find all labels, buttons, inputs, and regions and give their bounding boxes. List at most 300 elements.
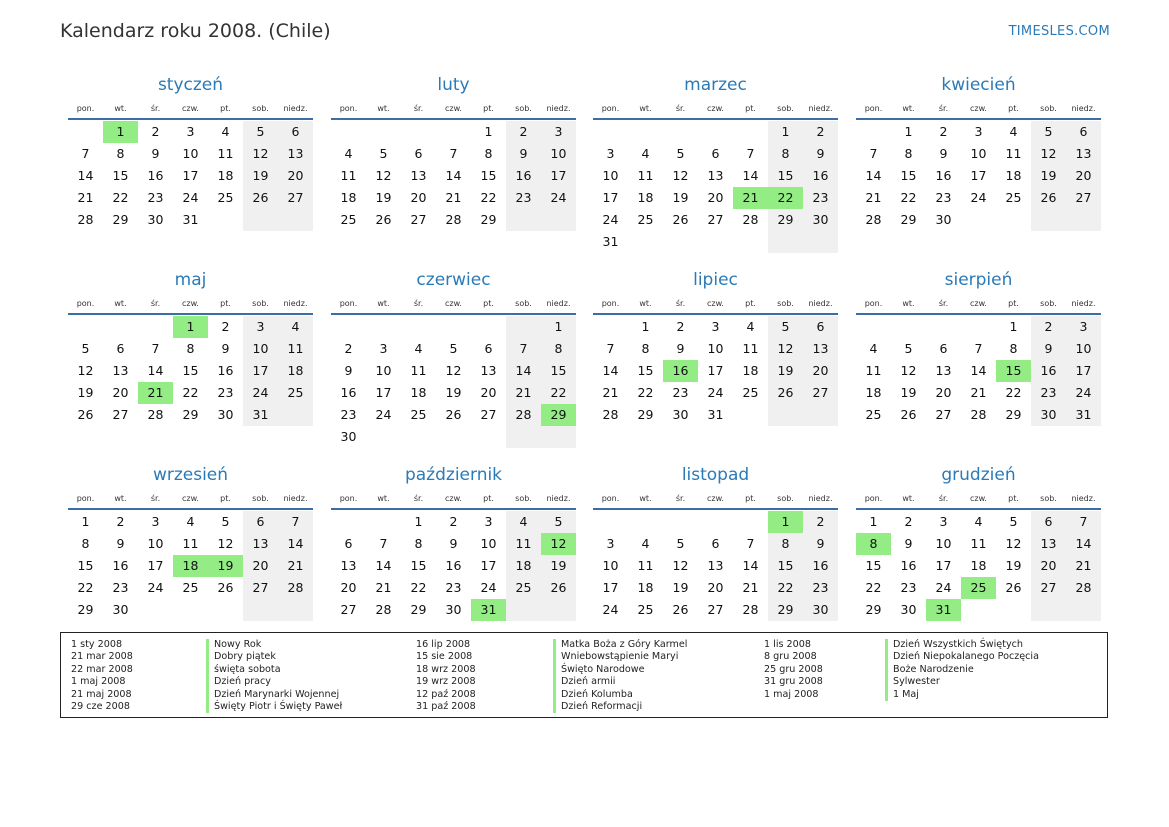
day-cell: 2 [344, 341, 353, 356]
day-cell: 4 [278, 316, 313, 338]
weekday-label: sob. [515, 494, 532, 503]
day-cell: 2 [676, 319, 685, 334]
day-cell: 5 [1009, 514, 1018, 529]
day-cell: 15 [768, 165, 803, 187]
day-cell: 13 [1031, 533, 1066, 555]
day-cell: 11 [637, 558, 654, 573]
legend-date: 25 gru 2008 [764, 663, 823, 675]
day-cell: 29 [182, 407, 199, 422]
day-cell: 9 [506, 143, 541, 165]
weekday-label: śr. [413, 104, 424, 113]
month-block [856, 265, 1101, 426]
weekday-label: czw. [182, 104, 199, 113]
day-cell: 4 [869, 341, 878, 356]
day-cell: 16 [803, 165, 838, 187]
day-cell: 29 [865, 602, 882, 617]
weekday-label: pt. [220, 104, 231, 113]
day-cell: 22 [768, 577, 803, 599]
day-cell: 6 [116, 341, 125, 356]
empty-day-cell [663, 121, 698, 143]
weekday-label: pon. [864, 494, 883, 503]
day-cell: 2 [939, 124, 948, 139]
holiday-day-cell: 12 [541, 533, 576, 555]
day-cell: 9 [449, 536, 458, 551]
weekday-label: niedz. [808, 104, 833, 113]
holiday-day-cell: 1 [768, 511, 803, 533]
day-cell: 30 [340, 429, 357, 444]
day-cell: 9 [1031, 338, 1066, 360]
day-cell: 27 [410, 212, 427, 227]
day-cell: 3 [606, 146, 615, 161]
day-cell: 17 [182, 168, 199, 183]
day-cell: 24 [707, 385, 724, 400]
empty-day-cell [401, 121, 436, 143]
day-cell: 8 [1009, 341, 1018, 356]
day-cell: 4 [641, 146, 650, 161]
legend-holiday-name: Dzień armii [561, 676, 616, 688]
day-cell: 17 [243, 360, 278, 382]
weekday-label: czw. [970, 299, 987, 308]
day-cell: 6 [414, 146, 423, 161]
legend-date: 31 paź 2008 [416, 701, 476, 713]
weekday-label: pt. [483, 494, 494, 503]
day-cell: 19 [900, 385, 917, 400]
weekday-label: pt. [483, 299, 494, 308]
day-cell: 31 [243, 404, 278, 426]
day-cell: 5 [243, 121, 278, 143]
month-block [331, 265, 576, 448]
day-cell: 26 [243, 187, 278, 209]
month-block [593, 70, 838, 253]
weekday-label: czw. [182, 299, 199, 308]
day-cell: 30 [900, 602, 917, 617]
empty-day-cell [593, 511, 628, 533]
day-cell: 21 [865, 190, 882, 205]
day-cell: 11 [182, 536, 199, 551]
day-cell: 28 [77, 212, 94, 227]
day-cell: 22 [112, 190, 129, 205]
day-cell: 24 [602, 212, 619, 227]
empty-day-cell [698, 511, 733, 533]
day-cell: 6 [278, 121, 313, 143]
day-cell: 8 [641, 341, 650, 356]
day-cell: 30 [445, 602, 462, 617]
day-cell: 20 [278, 165, 313, 187]
weekday-label: pt. [1008, 299, 1019, 308]
day-cell: 25 [637, 212, 654, 227]
day-cell: 10 [602, 558, 619, 573]
month-block [856, 460, 1101, 621]
empty-day-cell [996, 209, 1031, 231]
empty-day-cell [856, 121, 891, 143]
day-cell: 9 [116, 536, 125, 551]
day-cell: 19 [77, 385, 94, 400]
day-cell: 23 [900, 580, 917, 595]
weekday-label: pon. [339, 494, 358, 503]
weekday-label: pt. [220, 494, 231, 503]
day-cell: 29 [112, 212, 129, 227]
empty-day-cell [1031, 209, 1066, 231]
day-cell: 7 [151, 341, 160, 356]
weekday-header [593, 490, 838, 510]
empty-day-cell [401, 426, 436, 448]
weekday-label: pon. [339, 104, 358, 113]
empty-day-cell [436, 316, 471, 338]
day-cell: 31 [602, 234, 619, 249]
day-cell: 28 [506, 404, 541, 426]
empty-day-cell [331, 316, 366, 338]
weekday-label: wt. [902, 494, 915, 503]
day-cell: 28 [970, 407, 987, 422]
day-cell: 19 [672, 190, 689, 205]
day-cell: 28 [742, 212, 759, 227]
day-cell: 13 [707, 168, 724, 183]
day-cell: 25 [865, 407, 882, 422]
day-cell: 18 [742, 363, 759, 378]
day-cell: 4 [186, 514, 195, 529]
weekday-label: sob. [1040, 299, 1057, 308]
day-cell: 19 [541, 555, 576, 577]
day-cell: 4 [974, 514, 983, 529]
day-cell: 25 [340, 212, 357, 227]
legend-holiday-name: Święty Piotr i Święty Paweł [214, 701, 343, 713]
day-cell: 17 [970, 168, 987, 183]
day-cell: 16 [217, 363, 234, 378]
day-cell: 1 [641, 319, 650, 334]
day-cell: 18 [637, 190, 654, 205]
day-cell: 15 [900, 168, 917, 183]
weekday-label: czw. [182, 494, 199, 503]
day-cell: 10 [375, 363, 392, 378]
day-cell: 24 [602, 602, 619, 617]
empty-day-cell [768, 404, 803, 426]
day-cell: 16 [803, 555, 838, 577]
weekday-label: niedz. [1071, 494, 1096, 503]
holiday-day-cell: 22 [768, 187, 803, 209]
day-cell: 27 [278, 187, 313, 209]
weekday-label: czw. [970, 494, 987, 503]
day-cell: 24 [541, 187, 576, 209]
day-cell: 9 [151, 146, 160, 161]
day-cell: 7 [506, 338, 541, 360]
day-cell: 30 [147, 212, 164, 227]
day-cell: 1 [869, 514, 878, 529]
day-grid [331, 315, 576, 448]
weekday-label: pon. [76, 494, 95, 503]
weekday-label: wt. [639, 104, 652, 113]
day-cell: 18 [1005, 168, 1022, 183]
day-cell: 27 [112, 407, 129, 422]
day-cell: 11 [506, 533, 541, 555]
weekday-label: pon. [864, 299, 883, 308]
day-cell: 25 [182, 580, 199, 595]
weekday-label: czw. [707, 299, 724, 308]
legend-holiday-name: Sylwester [893, 676, 940, 688]
holiday-day-cell: 8 [856, 533, 891, 555]
empty-day-cell [1031, 599, 1066, 621]
weekday-label: sob. [252, 104, 269, 113]
day-cell: 14 [865, 168, 882, 183]
day-cell: 15 [410, 558, 427, 573]
day-cell: 10 [182, 146, 199, 161]
empty-day-cell [208, 209, 243, 231]
empty-day-cell [803, 231, 838, 253]
day-cell: 26 [1031, 187, 1066, 209]
legend-holiday-name: Dzień Wszystkich Świętych [893, 639, 1024, 650]
day-cell: 10 [602, 168, 619, 183]
day-cell: 19 [375, 190, 392, 205]
day-cell: 30 [112, 602, 129, 617]
day-cell: 15 [768, 555, 803, 577]
weekday-label: śr. [675, 494, 686, 503]
day-cell: 1 [1009, 319, 1018, 334]
weekday-label: pt. [220, 299, 231, 308]
day-cell: 3 [243, 316, 278, 338]
day-cell: 12 [243, 143, 278, 165]
day-cell: 8 [484, 146, 493, 161]
day-cell: 28 [375, 602, 392, 617]
day-cell: 13 [340, 558, 357, 573]
day-cell: 10 [147, 536, 164, 551]
day-cell: 11 [1005, 146, 1022, 161]
month-block [856, 70, 1101, 231]
empty-day-cell [138, 316, 173, 338]
day-cell: 25 [410, 407, 427, 422]
day-cell: 13 [278, 143, 313, 165]
legend-date: 15 sie 2008 [416, 651, 473, 663]
day-cell: 25 [506, 577, 541, 599]
day-cell: 19 [1005, 558, 1022, 573]
day-cell: 12 [1031, 143, 1066, 165]
empty-day-cell [506, 316, 541, 338]
day-cell: 8 [768, 143, 803, 165]
day-cell: 29 [900, 212, 917, 227]
legend-holiday-name: Dobry piątek [214, 651, 276, 663]
day-cell: 4 [506, 511, 541, 533]
empty-day-cell [103, 316, 138, 338]
weekday-label: czw. [445, 494, 462, 503]
day-cell: 5 [449, 341, 458, 356]
day-cell: 8 [116, 146, 125, 161]
legend-holiday-name: Dzień Niepokalanego Poczęcia [893, 651, 1039, 663]
day-cell: 8 [414, 536, 423, 551]
day-cell: 20 [935, 385, 952, 400]
empty-day-cell [663, 231, 698, 253]
weekday-label: śr. [938, 104, 949, 113]
day-cell: 12 [672, 558, 689, 573]
site-link[interactable]: TIMESLES.COM [1008, 24, 1110, 39]
month-name: wrzesień [152, 465, 229, 485]
day-cell: 18 [410, 385, 427, 400]
month-block [331, 460, 576, 621]
day-cell: 13 [410, 168, 427, 183]
legend-date: 31 gru 2008 [764, 676, 823, 688]
day-cell: 15 [637, 363, 654, 378]
day-cell: 14 [147, 363, 164, 378]
weekday-label: wt. [902, 104, 915, 113]
day-cell: 4 [221, 124, 230, 139]
day-cell: 15 [112, 168, 129, 183]
day-cell: 19 [243, 165, 278, 187]
weekday-label: pon. [864, 104, 883, 113]
holiday-day-cell: 31 [471, 599, 506, 621]
legend-holiday-name: 1 Maj [893, 688, 919, 700]
day-cell: 3 [974, 124, 983, 139]
day-cell: 27 [707, 212, 724, 227]
day-grid [593, 120, 838, 253]
day-cell: 15 [182, 363, 199, 378]
weekday-label: pon. [601, 104, 620, 113]
weekday-label: pt. [1008, 494, 1019, 503]
empty-day-cell [471, 426, 506, 448]
day-cell: 13 [1066, 143, 1101, 165]
legend-names-col-2 [553, 639, 687, 713]
day-cell: 3 [151, 514, 160, 529]
weekday-label: pt. [1008, 104, 1019, 113]
day-cell: 20 [707, 580, 724, 595]
day-cell: 7 [81, 146, 90, 161]
day-cell: 18 [637, 580, 654, 595]
month-name: styczeń [157, 75, 224, 95]
day-grid [856, 315, 1101, 426]
day-cell: 24 [970, 190, 987, 205]
day-cell: 29 [637, 407, 654, 422]
day-cell: 29 [1005, 407, 1022, 422]
day-cell: 27 [1031, 577, 1066, 599]
day-cell: 19 [1031, 165, 1066, 187]
weekday-label: śr. [150, 494, 161, 503]
empty-day-cell [996, 599, 1031, 621]
day-cell: 20 [340, 580, 357, 595]
legend-date: 16 lip 2008 [416, 639, 471, 650]
day-cell: 20 [112, 385, 129, 400]
legend-holiday-name: Matka Boża z Góry Karmel [561, 639, 688, 650]
day-cell: 21 [970, 385, 987, 400]
day-cell: 2 [449, 514, 458, 529]
day-cell: 20 [480, 385, 497, 400]
legend-date: 22 mar 2008 [71, 663, 133, 675]
empty-day-cell [733, 121, 768, 143]
empty-day-cell [593, 121, 628, 143]
weekday-label: wt. [377, 299, 390, 308]
day-cell: 8 [186, 341, 195, 356]
day-cell: 14 [77, 168, 94, 183]
day-cell: 28 [278, 577, 313, 599]
day-cell: 13 [707, 558, 724, 573]
weekday-label: pon. [76, 299, 95, 308]
weekday-label: sob. [777, 104, 794, 113]
day-cell: 10 [480, 536, 497, 551]
day-cell: 4 [746, 319, 755, 334]
day-cell: 29 [77, 602, 94, 617]
day-cell: 1 [541, 316, 576, 338]
weekday-header [331, 100, 576, 120]
legend-date: 21 maj 2008 [71, 688, 132, 700]
legend-date: 1 lis 2008 [764, 639, 811, 650]
weekday-label: czw. [445, 299, 462, 308]
empty-day-cell [436, 426, 471, 448]
day-cell: 22 [865, 580, 882, 595]
day-cell: 26 [900, 407, 917, 422]
day-cell: 26 [672, 602, 689, 617]
day-cell: 28 [602, 407, 619, 422]
weekday-label: czw. [707, 494, 724, 503]
weekday-label: sob. [515, 299, 532, 308]
day-cell: 8 [768, 533, 803, 555]
day-cell: 2 [803, 511, 838, 533]
day-cell: 17 [375, 385, 392, 400]
day-cell: 3 [1066, 316, 1101, 338]
day-cell: 6 [803, 316, 838, 338]
weekday-label: śr. [938, 299, 949, 308]
day-cell: 27 [340, 602, 357, 617]
day-cell: 26 [77, 407, 94, 422]
day-cell: 21 [742, 580, 759, 595]
day-cell: 18 [970, 558, 987, 573]
day-cell: 28 [1066, 577, 1101, 599]
month-name: marzec [684, 75, 747, 95]
empty-day-cell [628, 121, 663, 143]
day-cell: 30 [672, 407, 689, 422]
day-cell: 5 [541, 511, 576, 533]
day-cell: 22 [1005, 385, 1022, 400]
day-cell: 25 [1005, 190, 1022, 205]
day-cell: 14 [445, 168, 462, 183]
day-cell: 21 [375, 580, 392, 595]
empty-day-cell [1066, 209, 1101, 231]
day-cell: 4 [1009, 124, 1018, 139]
weekday-label: niedz. [808, 299, 833, 308]
weekday-label: wt. [902, 299, 915, 308]
day-cell: 24 [480, 580, 497, 595]
day-cell: 14 [1066, 533, 1101, 555]
weekday-label: sob. [1040, 494, 1057, 503]
day-cell: 27 [1066, 187, 1101, 209]
day-cell: 21 [1066, 555, 1101, 577]
day-cell: 28 [147, 407, 164, 422]
weekday-label: wt. [114, 104, 127, 113]
weekday-label: wt. [377, 104, 390, 113]
day-grid [593, 510, 838, 621]
legend-holiday-name: Dzień Reformacji [561, 701, 643, 713]
day-cell: 17 [602, 580, 619, 595]
month-block [593, 265, 838, 426]
empty-day-cell [278, 404, 313, 426]
day-cell: 17 [147, 558, 164, 573]
day-cell: 21 [445, 190, 462, 205]
empty-day-cell [961, 599, 996, 621]
day-cell: 30 [217, 407, 234, 422]
day-cell: 23 [217, 385, 234, 400]
day-cell: 21 [278, 555, 313, 577]
day-cell: 2 [116, 514, 125, 529]
day-cell: 3 [379, 341, 388, 356]
day-cell: 27 [803, 382, 838, 404]
month-name: luty [437, 75, 470, 95]
day-cell: 2 [803, 121, 838, 143]
day-cell: 23 [112, 580, 129, 595]
weekday-label: śr. [675, 104, 686, 113]
day-cell: 1 [768, 121, 803, 143]
legend-date: 1 maj 2008 [764, 688, 819, 700]
legend-holiday-name: Dzień pracy [214, 676, 271, 688]
day-cell: 1 [414, 514, 423, 529]
day-cell: 13 [480, 363, 497, 378]
day-grid [331, 120, 576, 231]
weekday-header [68, 490, 313, 510]
legend-holiday-name: Nowy Rok [214, 639, 262, 650]
day-cell: 23 [935, 190, 952, 205]
